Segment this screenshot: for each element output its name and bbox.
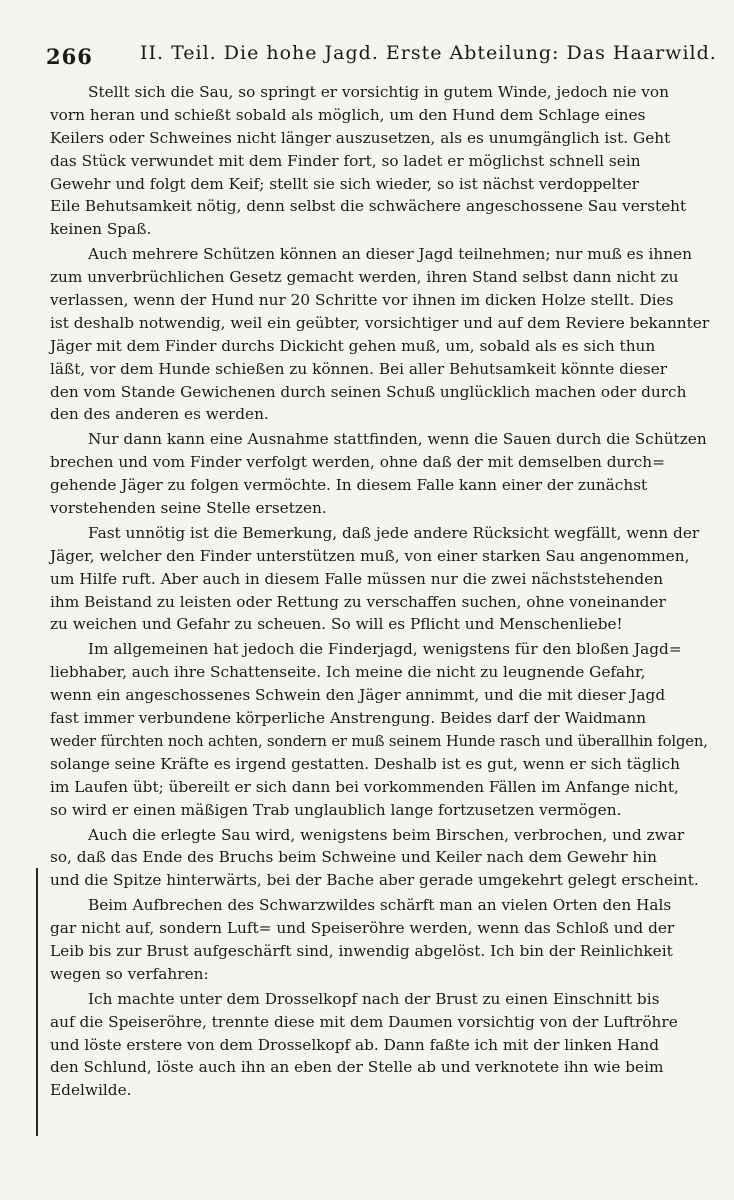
text-line: und löste erstere von dem Drosselkopf ab. Dann faßte ich mit der linken Hand: [50, 1035, 660, 1054]
text-line: um Hilfe ruft. Aber auch in diesem Falle müssen nur die zwei nächststehenden: [50, 569, 664, 588]
text-line: so, daß das Ende des Bruchs beim Schweine und Keiler nach dem Gewehr hin: [50, 848, 657, 867]
paragraph: [50, 81, 710, 241]
paragraph: [50, 894, 710, 986]
page-header: [46, 38, 717, 72]
text-line: vorn heran und schießt sobald als möglich, um den Hund dem Schlage eines: [50, 105, 646, 124]
text-line: Keilers oder Schweines nicht länger auszusetzen, als es unumgänglich ist. Geht: [50, 128, 671, 147]
text-line: den des anderen es werden.: [50, 405, 269, 424]
text-line: das Stück verwundet mit dem Finder fort, so ladet er möglichst schnell sein: [50, 151, 641, 170]
text-line: Ich machte unter dem Drosselkopf nach der Brust zu einen Einschnitt bis: [88, 989, 660, 1008]
text-line: auf die Speiseröhre, trennte diese mit dem Daumen vorsichtig von der Luftröhre: [50, 1012, 678, 1031]
text-line: Gewehr und folgt dem Keif; stellt sie sich wieder, so ist nächst verdoppelter: [50, 174, 639, 193]
text-line: Stellt sich die Sau, so springt er vorsichtig in gutem Winde, jedoch nie von: [88, 83, 669, 101]
text-line: Eile Behutsamkeit nötig, denn selbst die schwächere angeschossene Sau versteht: [50, 197, 687, 216]
margin-rule: [36, 868, 38, 1136]
text-line: so wird er einen mäßigen Trab unglaublich lange fortzusetzen vermögen.: [50, 800, 622, 819]
paragraph: [50, 522, 710, 636]
text-line: Beim Aufbrechen des Schwarzwildes schärft man an vielen Orten den Hals: [88, 896, 672, 915]
text-line: Leib bis zur Brust aufgeschärft sind, inwendig abgelöst. Ich bin der Reinlichkeit: [50, 941, 673, 960]
text-line: keinen Spaß.: [50, 220, 152, 239]
text-line: brechen und vom Finder verfolgt werden, ohne daß der mit demselben durch=: [50, 453, 665, 472]
text-line: vorstehenden seine Stelle ersetzen.: [50, 499, 327, 518]
text-line: den Schlund, löste auch ihn an eben der Stelle ab und verknotete ihn wie beim: [50, 1058, 664, 1077]
text-line: weder fürchten noch achten, sondern er muß seinem Hunde rasch und überallhin folgen,: [50, 731, 708, 750]
paragraph: [50, 988, 710, 1102]
text-line: solange seine Kräfte es irgend gestatten. Deshalb ist es gut, wenn er sich täglich: [50, 754, 680, 773]
text-line: wenn ein angeschossenes Schwein den Jäger annimmt, und die mit dieser Jagd: [50, 686, 666, 705]
text-line: Auch die erlegte Sau wird, wenigstens beim Birschen, verbrochen, und zwar: [88, 825, 685, 844]
text-line: ist deshalb notwendig, weil ein geübter, vorsichtiger und auf dem Reviere bekannter: [50, 313, 710, 332]
text-line: läßt, vor dem Hunde schießen zu können. Bei aller Behutsamkeit könnte dieser: [50, 359, 668, 378]
text-line: und die Spitze hinterwärts, bei der Bache aber gerade umgekehrt gelegt erscheint.: [50, 871, 699, 890]
paragraph: [50, 638, 710, 821]
text-line: fast immer verbundene körperliche Anstrengung. Beides darf der Waidmann: [50, 709, 647, 728]
page-number: 266: [46, 44, 93, 69]
text-line: verlassen, wenn der Hund nur 20 Schritte vor ihnen im dicken Holze stellt. Dies: [50, 291, 674, 310]
text-line: liebhaber, auch ihre Schattenseite. Ich meine die nicht zu leugnende Gefahr,: [50, 663, 646, 682]
text-line: gehende Jäger zu folgen vermöchte. In diesem Falle kann einer der zunächst: [50, 476, 648, 495]
text-line: Jäger mit dem Finder durchs Dickicht gehen muß, um, sobald als es sich thun: [50, 336, 656, 355]
body-text: [50, 81, 710, 1102]
running-head: II. Teil. Die hohe Jagd. Erste Abteilung: Das Haarwild.: [140, 42, 717, 64]
text-line: Jäger, welcher den Finder unterstützen muß, von einer starken Sau angenommen,: [50, 546, 690, 565]
text-line: im Laufen übt; übereilt er sich dann bei vorkommenden Fällen im Anfange nicht,: [50, 777, 679, 796]
text-line: wegen so verfahren:: [50, 964, 209, 983]
text-line: zu weichen und Gefahr zu scheuen. So will es Pflicht und Menschenliebe!: [50, 615, 623, 634]
text-line: Auch mehrere Schützen können an dieser Jagd teilnehmen; nur muß es ihnen: [88, 245, 692, 264]
text-line: Nur dann kann eine Ausnahme stattfinden, wenn die Sauen durch die Schützen: [88, 430, 707, 449]
text-line: Edelwilde.: [50, 1081, 132, 1100]
text-line: den vom Stande Gewichenen durch seinen Schuß unglücklich machen oder durch: [50, 382, 687, 401]
paragraph: [50, 428, 710, 520]
text-line: zum unverbrüchlichen Gesetz gemacht werden, ihren Stand selbst dann nicht zu: [50, 268, 679, 287]
text-line: gar nicht auf, sondern Luft= und Speiseröhre werden, wenn das Schloß und der: [50, 919, 675, 938]
text-line: Fast unnötig ist die Bemerkung, daß jede andere Rücksicht wegfällt, wenn der: [88, 523, 700, 542]
paragraph: [50, 243, 710, 426]
text-line: Im allgemeinen hat jedoch die Finderjagd, wenigstens für den bloßen Jagd=: [88, 640, 682, 659]
text-line: ihm Beistand zu leisten oder Rettung zu verschaffen suchen, ohne voneinander: [50, 592, 666, 611]
paragraph: [50, 824, 710, 893]
